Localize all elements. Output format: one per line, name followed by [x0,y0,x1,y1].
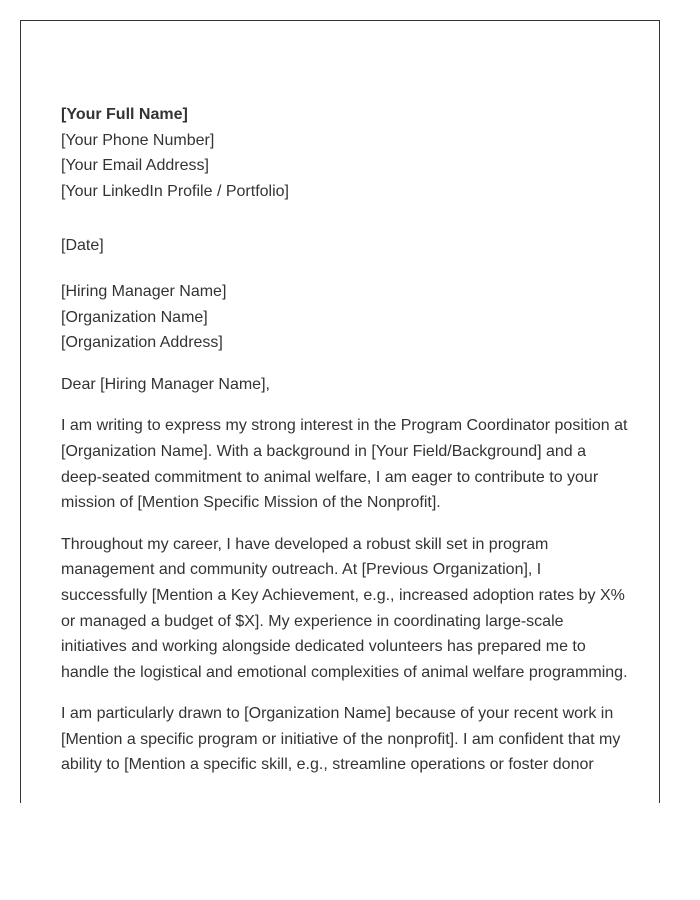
paragraph-intro: I am writing to express my strong interest in the Program Coordinator position at [Organization Name]. With a background in [Your Field/Background] and a deep-seated commitment to animal welfare, I am eager to contribute to your mission of [Mention Specific Mission of the Nonprofit]. [61,417,628,512]
sender-linkedin: [Your LinkedIn Profile / Portfolio] [61,182,289,200]
document-page [20,20,660,803]
recipient-organization-name: [Organization Name] [61,308,208,326]
sender-phone: [Your Phone Number] [61,131,215,149]
date-block [61,233,631,259]
sender-email: [Your Email Address] [61,157,209,175]
sender-full-name: [Your Full Name] [61,106,188,123]
paragraph-experience: Throughout my career, I have developed a robust skill set in program management and community outreach. At [Previous Organization], I successfully [Mention a Key Achievement, e.g., increased adoption rates by X% or managed a budget of $X]. My experience in coordinating large-scale initiatives and working alongside dedicated volunteers has prepared me to handle the logistical and emotional complexities of animal welfare programming. [61,535,628,681]
paragraph-motivation: I am particularly drawn to [Organization Name] because of your recent work in [Mention a specific program or initiative of the nonprofit]. I am confident that my ability to [Mention a specific skill, e.g., streamline operations or foster donor [61,705,621,774]
letter-date: [Date] [61,237,104,255]
recipient-block [61,279,631,356]
sender-contact-block [61,102,631,204]
recipient-organization-address: [Organization Address] [61,334,223,352]
recipient-manager-name: [Hiring Manager Name] [61,282,227,300]
salutation-text: Dear [Hiring Manager Name], [61,375,270,393]
letter-body [61,102,631,778]
salutation [61,372,631,398]
